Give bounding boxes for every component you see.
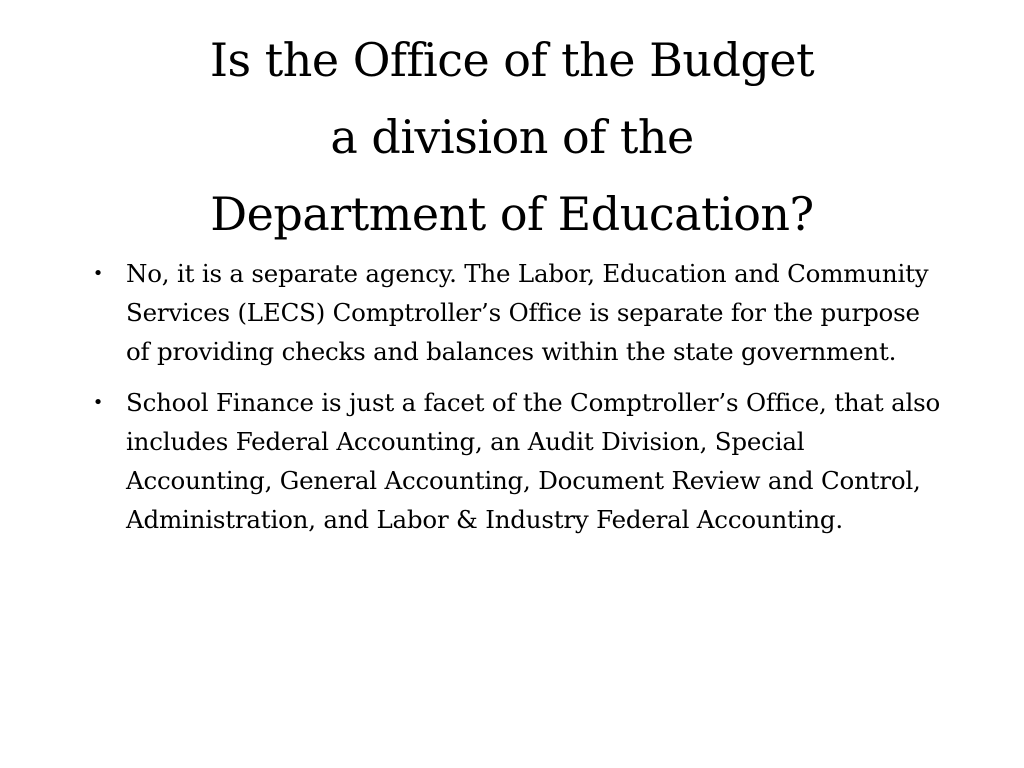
title-line-3: Department of Education? xyxy=(210,187,814,241)
bullet-item xyxy=(88,383,948,539)
bullet-list xyxy=(88,254,948,551)
bullet-marker: • xyxy=(92,263,104,284)
bullet-text: School Finance is just a facet of the Comptroller’s Office, that also includes Federal Accounting, an Audit Division, Special Accounting, General Accounting, Document Review and Control, Administration, and Labor & Industry Federal Accounting. xyxy=(126,388,941,534)
title-line-1: Is the Office of the Budget xyxy=(209,33,815,87)
bullet-text: No, it is a separate agency. The Labor, Education and Community Services (LECS) Comptroller’s Office is separate for the purpose of providing checks and balances within the state government. xyxy=(126,259,929,366)
slide-title xyxy=(60,22,964,253)
bullet-item xyxy=(88,254,948,371)
bullet-marker: • xyxy=(92,392,104,413)
title-line-2: a division of the xyxy=(330,110,694,164)
